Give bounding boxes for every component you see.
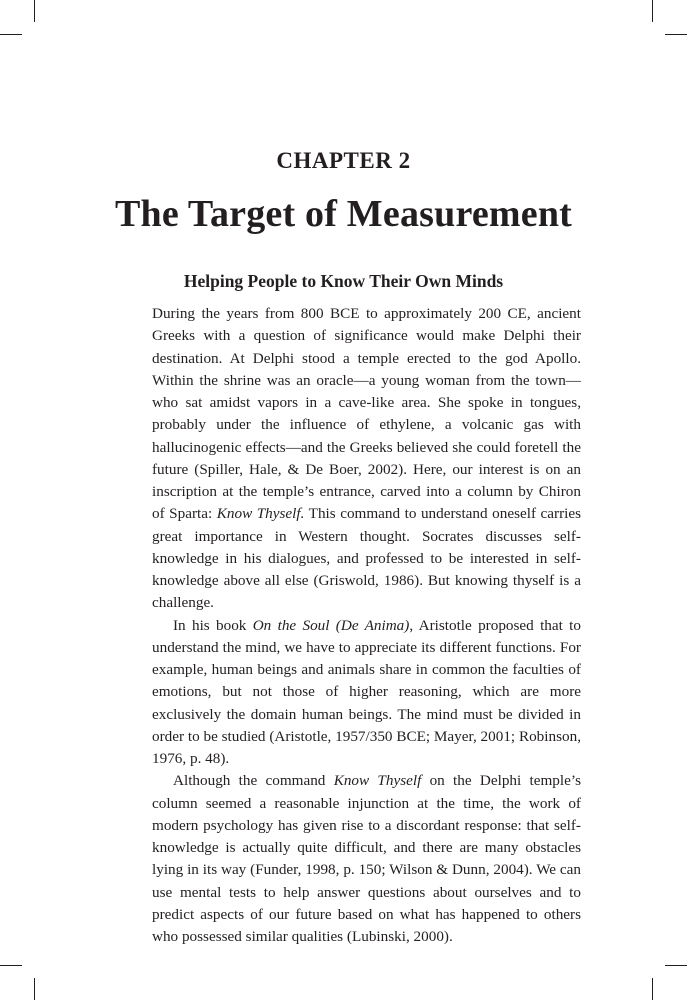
body-text <box>152 303 581 948</box>
paragraph-1-emphasis: Know Thyself. <box>216 505 305 523</box>
crop-mark-top-right-vertical <box>652 0 653 22</box>
paragraph-1-text-b: This command to understand oneself carries great importance in Western thought. Socrates discusses self-knowledge in his dialogues, and professed to be interested in self-knowledge above all else (Griswold, 1986). But knowing thyself is a challenge. <box>152 505 581 612</box>
crop-mark-bottom-left-vertical <box>34 978 35 1000</box>
section-heading: Helping People to Know Their Own Minds <box>183 271 504 291</box>
chapter-label: CHAPTER 2 <box>276 148 411 173</box>
crop-mark-top-left-horizontal <box>0 34 22 35</box>
paragraph-3-text-b: on the Delphi temple’s column seemed a reasonable injunction at the time, the work of modern psychology has given rise to a discordant response: that self-knowledge is actually quite difficult, and there are many obstacles lying in its way (Funder, 1998, p. 150; Wilson & Dunn, 2004). We can use mental tests to help answer questions about ourselves and to predict aspects of our future based on what has happened to others who possessed similar qualities (Lubinski, 2000). <box>152 772 581 945</box>
paragraph-1-text-a: During the years from 800 BCE to approximately 200 CE, ancient Greeks with a question of significance would make Delphi their destination. At Delphi stood a temple erected to the god Apollo. Within the shrine was an oracle—a young woman from the town—who sat amidst vapors in a cave-like area. She spoke in tongues, probably under the influence of ethylene, a volcanic gas with hallucinogenic effects—and the Greeks believed she could foretell the future (Spiller, Hale, & De Boer, 2002). Here, our interest is on an inscription at the temple’s entrance, carved into a column by Chiron of Sparta: <box>152 305 581 523</box>
paragraph-3-emphasis: Know Thyself <box>333 772 422 790</box>
paragraph-2-text-a: In his book <box>173 616 253 634</box>
paragraph-3-text-a: Although the command <box>173 772 334 790</box>
crop-mark-top-right-horizontal <box>665 34 687 35</box>
paragraph-2-emphasis: On the Soul (De Anima) <box>252 616 410 634</box>
paragraph-2-text-b: , Aristotle proposed that to understand the mind, we have to appreciate its different functions. For example, human beings and animals share in common the faculties of emotions, but not those of higher reasoning, which are more exclusively the domain human beings. The mind must be divided in order to be studied (Aristotle, 1957/350 BCE; Mayer, 2001; Robinson, 1976, p. 48). <box>152 616 581 767</box>
crop-mark-bottom-right-horizontal <box>665 965 687 966</box>
paragraph-2 <box>152 615 581 771</box>
paragraph-1 <box>152 303 581 615</box>
paragraph-3 <box>152 770 581 948</box>
chapter-title: The Target of Measurement <box>114 193 573 235</box>
crop-mark-top-left-vertical <box>34 0 35 22</box>
crop-mark-bottom-right-vertical <box>652 978 653 1000</box>
crop-mark-bottom-left-horizontal <box>0 965 22 966</box>
